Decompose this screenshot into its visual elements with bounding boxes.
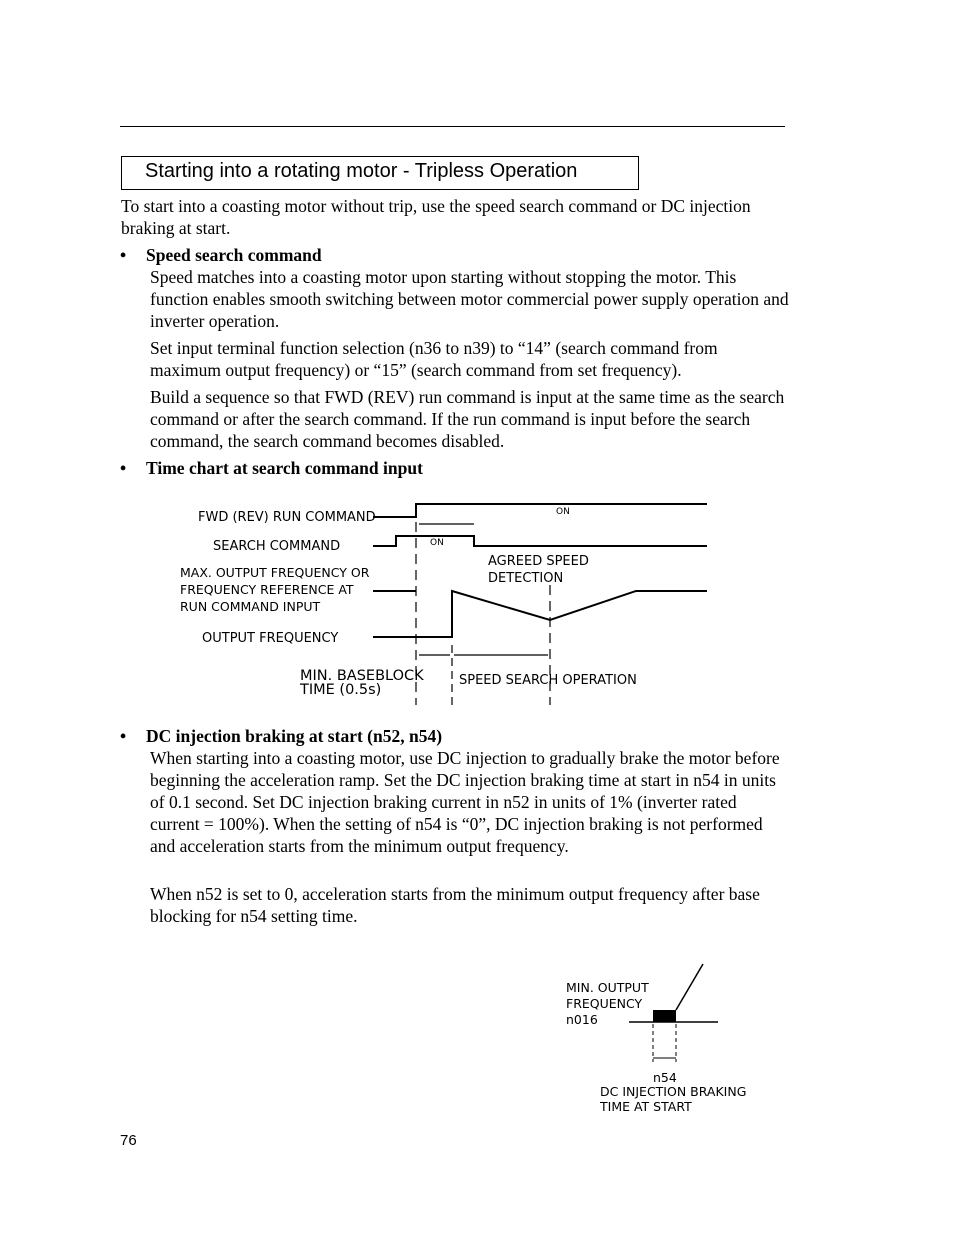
- search-on-label: ON: [430, 538, 444, 548]
- dc-injection-p2: When n52 is set to 0, acceleration starts from the minimum output frequency after base blocking for n54 setting time.: [150, 884, 760, 926]
- fwd-on-label: ON: [556, 507, 570, 517]
- fwd-run-label: FWD (REV) RUN COMMAND: [198, 510, 376, 525]
- dc-injection-p1: When starting into a coasting motor, use DC injection to gradually brake the motor before beginning the acceleration ramp. Set the DC injection braking time at start in n54 in units of 0.1 second. Set DC injection braking current in n52 in units of 1% (inverter rated current = 100%). When the setting of n54 is “0”, DC injection braking is not performed and acceleration starts from the minimum output frequency.: [150, 748, 780, 856]
- bullet-icon: •: [120, 458, 127, 478]
- max-output-label-1: MAX. OUTPUT FREQUENCY OR: [180, 565, 370, 580]
- speed-search-p3: Build a sequence so that FWD (REV) run command is input at the same time as the search command or after the search command. If the run command is input before the search command, the search command becomes disabled.: [150, 387, 785, 451]
- time-chart-heading-text: Time chart at search command input: [146, 458, 423, 478]
- speed-search-heading-text: Speed search command: [146, 245, 322, 265]
- min-baseblock-label-1: MIN. BASEBLOCK: [300, 668, 424, 684]
- page-number: 76: [120, 1132, 137, 1149]
- max-output-label-3: RUN COMMAND INPUT: [180, 599, 321, 614]
- n54-label: n54: [653, 1070, 677, 1085]
- min-output-label-1: MIN. OUTPUT: [566, 980, 649, 995]
- search-command-label: SEARCH COMMAND: [213, 539, 341, 554]
- dc-braking-block: [653, 1010, 676, 1022]
- dc-injection-heading-text: DC injection braking at start (n52, n54): [146, 726, 443, 746]
- agreed-speed-label-1: AGREED SPEED: [488, 554, 589, 569]
- intro-paragraph: To start into a coasting motor without trip, use the speed search command or DC injection braking at start.: [121, 196, 751, 238]
- bullet-icon: •: [120, 245, 127, 265]
- max-output-label-2: FREQUENCY REFERENCE AT: [180, 582, 354, 597]
- min-output-label-2: FREQUENCY: [566, 996, 643, 1011]
- agreed-speed-label-2: DETECTION: [488, 571, 564, 586]
- speed-search-p2: Set input terminal function selection (n36 to n39) to “14” (search command from maximum output frequency) or “15” (search command from set frequency).: [150, 338, 718, 380]
- acceleration-ramp: [676, 964, 703, 1010]
- speed-search-p1: Speed matches into a coasting motor upon starting without stopping the motor. This function enables smooth switching between motor commercial power supply operation and inverter operation.: [150, 267, 789, 331]
- bullet-icon: •: [120, 726, 127, 746]
- speed-search-operation-label: SPEED SEARCH OPERATION: [459, 673, 637, 688]
- min-baseblock-label-2: TIME (0.5s): [300, 682, 382, 698]
- min-output-label-3: n016: [566, 1012, 598, 1027]
- dc-time-label-2: TIME AT START: [600, 1099, 692, 1114]
- section-title: Starting into a rotating motor - Tripless Operation: [145, 160, 578, 182]
- output-frequency-label: OUTPUT FREQUENCY: [202, 631, 339, 646]
- dc-time-label-1: DC INJECTION BRAKING: [600, 1084, 747, 1099]
